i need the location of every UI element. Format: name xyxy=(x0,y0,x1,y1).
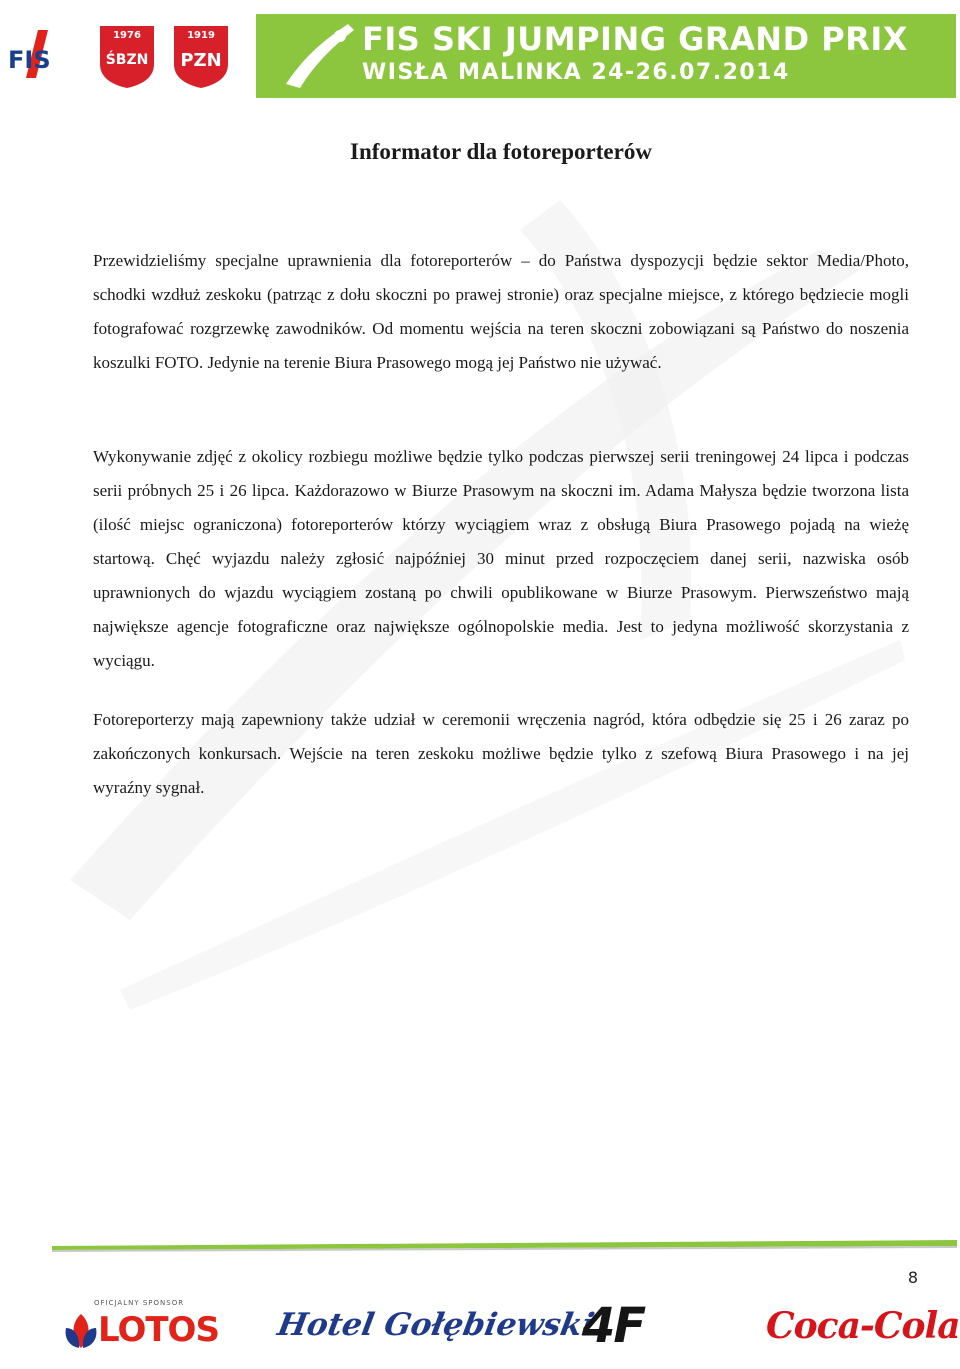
hotel-golebiewski-logo: Hotel Gołębiewski xyxy=(274,1307,598,1343)
sbzn-club-logo xyxy=(98,24,156,90)
paragraph: Wykonywanie zdjęć z okolicy rozbiegu możliwe będzie tylko podczas pierwszej serii treningowej 24 lipca i podczas serii próbnych 25 i 26 lipca. Każdorazowo w Biurze Prasowym na skoczni im. Adama Małysza będzie tworzona lista (ilość miejsc ograniczona) fotoreporterów którzy wyciągiem wraz z obsługą Biura Prasowego pojadą na wieżę startową. Chęć wyjazdu należy zgłosić najpóźniej 30 minut przed rozpoczęciem danej serii, nazwiska osób uprawnionych do wjazdu wyciągiem zostaną po chwili opublikowane w Biurze Prasowym. Pierwszeństwo mają największe agencje fotograficzne oraz największe ogólnopolskie media. Jest to jedyna możliwość skorzystania z wyciągu. xyxy=(93,447,909,670)
svg-text:1976: 1976 xyxy=(113,30,141,41)
svg-text:FIS: FIS xyxy=(8,46,51,74)
lotos-wordmark: LOTOS xyxy=(98,1310,219,1350)
pzn-club-logo xyxy=(172,24,230,90)
event-subtitle: WISŁA MALINKA 24-26.07.2014 xyxy=(362,60,790,85)
4f-logo: 4F xyxy=(582,1298,645,1354)
lotos-flower-icon xyxy=(62,1310,100,1352)
footer-divider xyxy=(52,1238,957,1256)
coca-cola-logo: Coca-Cola xyxy=(766,1305,960,1347)
page-number: 8 xyxy=(907,1268,918,1287)
lotos-logo xyxy=(62,1296,219,1356)
svg-text:ŚBZN: ŚBZN xyxy=(105,52,149,68)
paragraph: Przewidzieliśmy specjalne uprawnienia dla fotoreporterów – do Państwa dyspozycji będzie sektor Media/Photo, schodki wzdłuż zeskoku (patrząc z dołu skoczni po prawej stronie) oraz specjalne miejsce, z którego będziecie mogli fotografować rozgrzewkę zawodników. Od momentu wejścia na teren skoczni zobowiązani są Państwo do noszenia koszulki FOTO. Jedynie na terenie Biura Prasowego mogą jej Państwo nie używać. xyxy=(93,251,909,372)
paragraph: Fotoreporterzy mają zapewniony także udział w ceremonii wręczenia nagród, która odbędzie się 25 i 26 zaraz po zakończonych konkursach. Wejście na teren zeskoku możliwe będzie tylko z szefową Biura Prasowego i na jej wyraźny sygnał. xyxy=(93,710,909,797)
page-header xyxy=(0,0,960,110)
fis-logo xyxy=(8,28,84,80)
sponsor-caption: OFICJALNY SPONSOR xyxy=(94,1299,185,1307)
svg-text:1919: 1919 xyxy=(187,30,215,41)
event-title: FIS SKI JUMPING GRAND PRIX xyxy=(362,20,908,58)
svg-text:PZN: PZN xyxy=(180,50,222,71)
page-title: Informator dla fotoreporterów xyxy=(350,139,652,164)
